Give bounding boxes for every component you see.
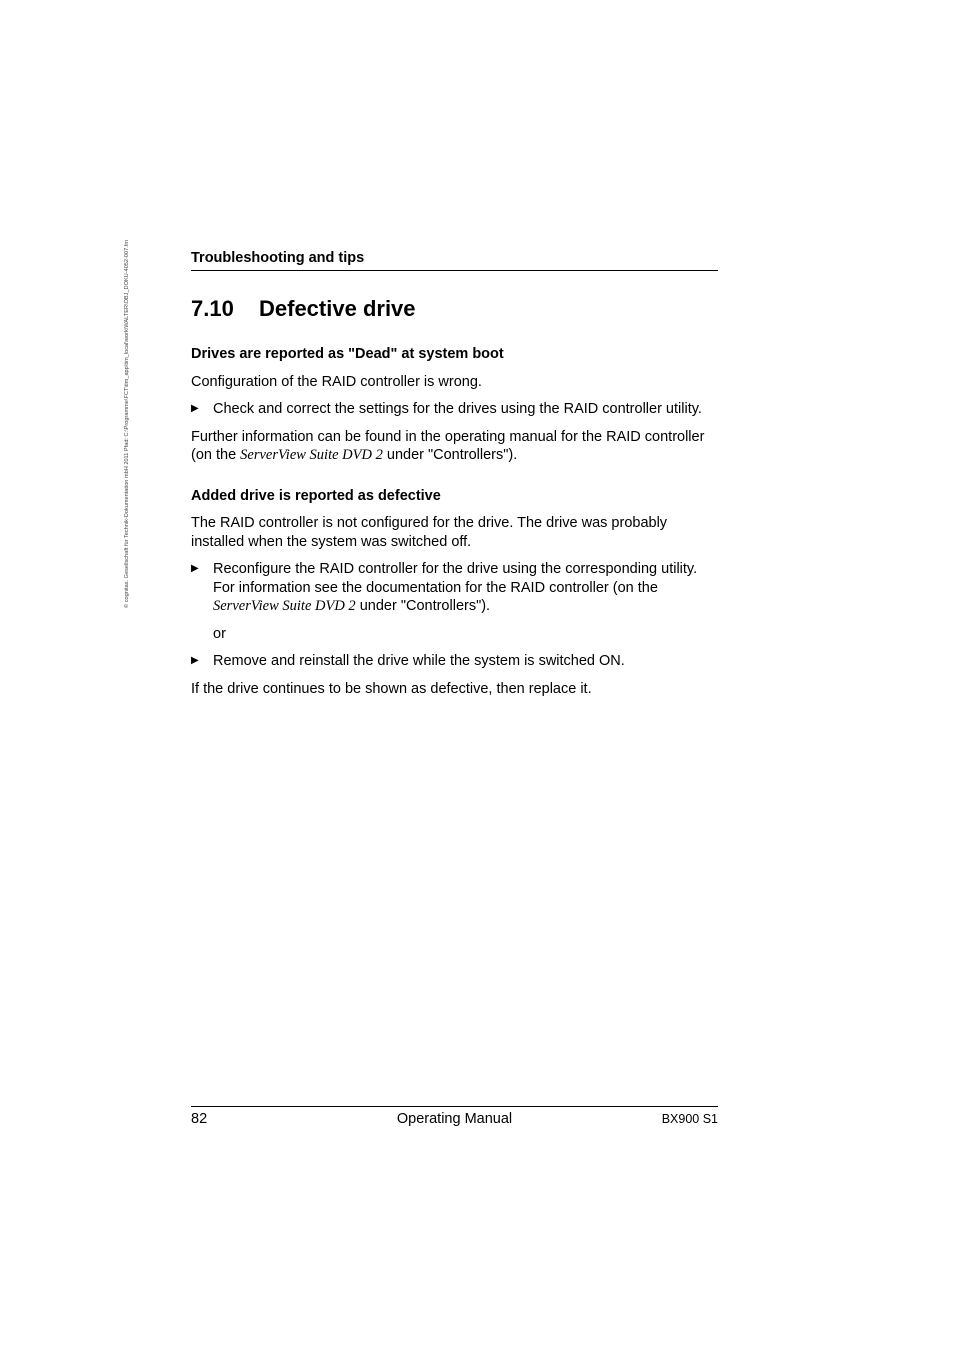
- paragraph-replace: If the drive continues to be shown as defective, then replace it.: [191, 680, 592, 697]
- bullet-text: Remove and reinstall the drive while the system is switched ON.: [213, 653, 625, 669]
- text-span: under "Controllers").: [382, 447, 518, 463]
- bullet-arrow-icon: ▶: [191, 563, 199, 574]
- paragraph-config-wrong: Configuration of the RAID controller is wrong.: [191, 373, 482, 390]
- paragraph-not-configured: The RAID controller is not configured for the drive. The drive was probably installed when the system was switched off.: [191, 515, 668, 550]
- bullet-arrow-icon: ▶: [191, 655, 199, 666]
- dvd-reference: ServerView Suite DVD 2: [240, 447, 383, 463]
- sidebar-copyright-note: © cognitas. Gesellschaft für Technik-Dokumentation mbH 2011 Pfad: C:\Programme\FCT\tim_app\tim_local\work\WALTER\OBJ_DOKU-4052-007.fm: [124, 240, 130, 608]
- bullet-text: under "Controllers").: [355, 598, 491, 614]
- footer-rule: [191, 1106, 718, 1107]
- footer: [191, 1110, 718, 1128]
- section-title: [191, 295, 718, 323]
- main-content: [191, 345, 721, 698]
- bullet-arrow-icon: ▶: [191, 403, 199, 414]
- dvd-reference: ServerView Suite DVD 2: [213, 598, 356, 614]
- list-item: [191, 400, 721, 419]
- header-rule: [191, 270, 718, 271]
- section-title-text: Defective drive: [259, 296, 416, 321]
- running-head: Troubleshooting and tips: [191, 250, 365, 266]
- text-span: Further information can be found in the operating manual for the RAID controller (on the: [191, 428, 705, 463]
- model-name: BX900 S1: [661, 1112, 718, 1126]
- footer-title: Operating Manual: [396, 1111, 513, 1127]
- section-number: 7.10: [191, 296, 234, 321]
- subheading-dead-drives: Drives are reported as "Dead" at system boot: [191, 346, 504, 362]
- paragraph-further-info: [191, 428, 721, 465]
- bullet-text: Reconfigure the RAID controller for the drive using the corresponding utility. For information see the documentation for the RAID controller (on the: [213, 561, 698, 596]
- list-item: [191, 560, 721, 616]
- page-number: 82: [191, 1111, 208, 1127]
- list-item: [191, 652, 721, 671]
- subheading-added-drive: Added drive is reported as defective: [191, 487, 441, 504]
- sidebar-copyright-note-container: [120, 240, 134, 650]
- or-text: or: [213, 625, 226, 642]
- bullet-text: Check and correct the settings for the drives using the RAID controller utility.: [213, 401, 702, 417]
